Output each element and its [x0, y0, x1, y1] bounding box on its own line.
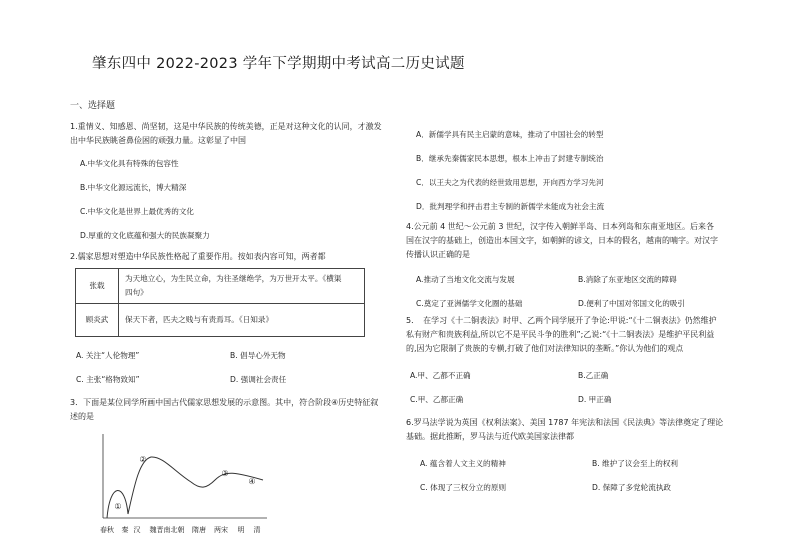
question-6-line-2: 基础。据此推断，罗马法与近代欧美国家法律都 [406, 432, 574, 441]
question-2-option-c: C. 主张“格物致知” [76, 375, 140, 384]
question-6-option-a: A. 蕴含着人文主义的精神 [420, 459, 506, 468]
question-3-option-c: C．以王夫之为代表的经世致用思想，开向西方学习先河 [416, 178, 604, 187]
table-row [76, 269, 365, 304]
chart-category-label: 魏晋南北朝 [149, 526, 185, 534]
question-2-table [75, 268, 365, 337]
question-2-option-d: D. 强调社会责任 [230, 375, 287, 384]
question-1-line-2: 出中华民族眺爸鼻俭困的顽强力量。这彰显了中国 [70, 136, 246, 145]
question-3-option-b: B．继承先秦儒家民本思想，根本上冲击了封建专制统治 [416, 154, 604, 163]
table-row [76, 304, 365, 337]
section-heading: 一、选择题 [70, 101, 116, 111]
question-3-line-2: 述的是 [70, 412, 94, 421]
chart-category-label: 两宋 [214, 526, 228, 534]
question-5-line-3: 的,因为它限制了贵族的专横,打破了他们对法律知识的垄断。”你认为他们的观点 [406, 344, 684, 353]
table-cell-name: 顾炎武 [76, 304, 119, 337]
chart-stage-marker: ③ [221, 469, 229, 478]
question-3-option-d: D．批判理学和抨击君主专制的新儒学未能成为社会主流 [416, 202, 605, 211]
table-cell-quote [119, 269, 365, 304]
chart-category-label: 汉 [133, 526, 141, 534]
chart-category-label: 秦 [121, 526, 129, 534]
question-3-line-1: 3．下面是某位同学所画中国古代儒家思想发展的示意图。其中，符合阶段④历史特征叙 [70, 398, 379, 407]
question-2-stem: 2.儒家思想对塑造中华民族性格起了重要作用。按如表内容可知，两者都 [70, 252, 326, 261]
quote-line-1: 为天地立心，为生民立命，为往圣继绝学，为万世开太平。《横渠 [125, 274, 342, 283]
question-1-option-c: C.中华文化是世界上最优秀的文化 [80, 207, 195, 216]
question-6-option-b: B. 维护了议会至上的权利 [592, 459, 678, 468]
chart-stage-marker: ② [139, 455, 147, 464]
question-1-option-a: A.中华文化具有特殊的包容性 [80, 159, 179, 168]
question-4-line-1: 4.公元前 4 世纪～公元前 3 世纪，汉字传入朝鲜半岛、日本列岛和东南亚地区。后来各 [406, 222, 714, 231]
table-cell-quote [119, 304, 365, 337]
question-1-line-1: 1.重情义、知感恩、尚坚韧，这是中华民族的传统美德，正是对这种文化的认同，才激发 [70, 122, 382, 131]
question-2-option-a: A. 关注“人伦物理” [76, 351, 140, 360]
question-1-option-b: B.中华文化源远流长，博大精深 [80, 183, 187, 192]
question-5-option-c: C.甲、乙都正确 [410, 395, 464, 404]
question-6-line-1: 6.罗马法学说为英国《权利法案》、美国 1787 年宪法和法国《民法典》等法律奠定了理论 [406, 418, 724, 427]
chart-category-label: 隋唐 [192, 526, 206, 534]
question-3-option-a: A．新儒学具有民主启蒙的意味，推动了中国社会的转型 [416, 130, 604, 139]
question-5-option-a: A.甲、乙都不正确 [410, 371, 471, 380]
question-4-line-2: 国在汉字的基础上，创造出本国文字，如朝鲜的谚文，日本的假名，越南的喃字。对汉字 [406, 236, 718, 245]
exam-title: 肇东四中 2022-2023 学年下学期期中考试高二历史试题 [92, 56, 465, 72]
question-6-option-d: D. 保障了多党轮流执政 [592, 483, 672, 492]
chart-category-label: 清 [253, 526, 261, 534]
chart-category-label: 明 [237, 526, 245, 534]
chart-stage-marker: ④ [248, 477, 256, 486]
question-1-option-d: D.厚重的文化底蕴和强大的民族凝聚力 [80, 231, 210, 240]
question-5-line-1: 5． 在学习《十二铜表法》时甲、乙两个同学展开了争论:甲说:“《十二铜表法》仍然维护 [406, 316, 717, 325]
question-6-option-c: C. 体现了三权分立的原则 [420, 483, 507, 492]
question-4-option-c: C.奠定了亚洲儒学文化圈的基础 [416, 299, 523, 308]
quote-line-2: 四句》 [125, 288, 148, 297]
quote-line-1: 保天下者，匹夫之贱与有责焉耳。《日知录》 [125, 315, 274, 324]
question-2-option-b: B. 倡导心外无物 [230, 351, 286, 360]
question-4-option-d: D.便利了中国对邻国文化的吸引 [578, 299, 685, 308]
question-5-option-d: D. 甲正确 [578, 395, 612, 404]
question-4-option-b: B.消除了东亚地区交流的障碍 [578, 275, 677, 284]
chart-category-label: 春秋 [100, 526, 114, 534]
confucianism-development-chart [95, 432, 275, 542]
chart-curve [107, 457, 263, 518]
question-4-option-a: A.推动了当地文化交流与发展 [416, 275, 515, 284]
question-4-line-3: 传播认识正确的是 [406, 250, 470, 259]
question-5-option-b: B.乙正确 [578, 371, 609, 380]
question-5-line-2: 私有财产和贵族利益,所以它不是平民斗争的胜利”;乙说:“《十二铜表法》是维护平民利益 [406, 330, 715, 339]
table-cell-name: 张载 [76, 269, 119, 304]
chart-stage-marker: ① [114, 502, 122, 511]
